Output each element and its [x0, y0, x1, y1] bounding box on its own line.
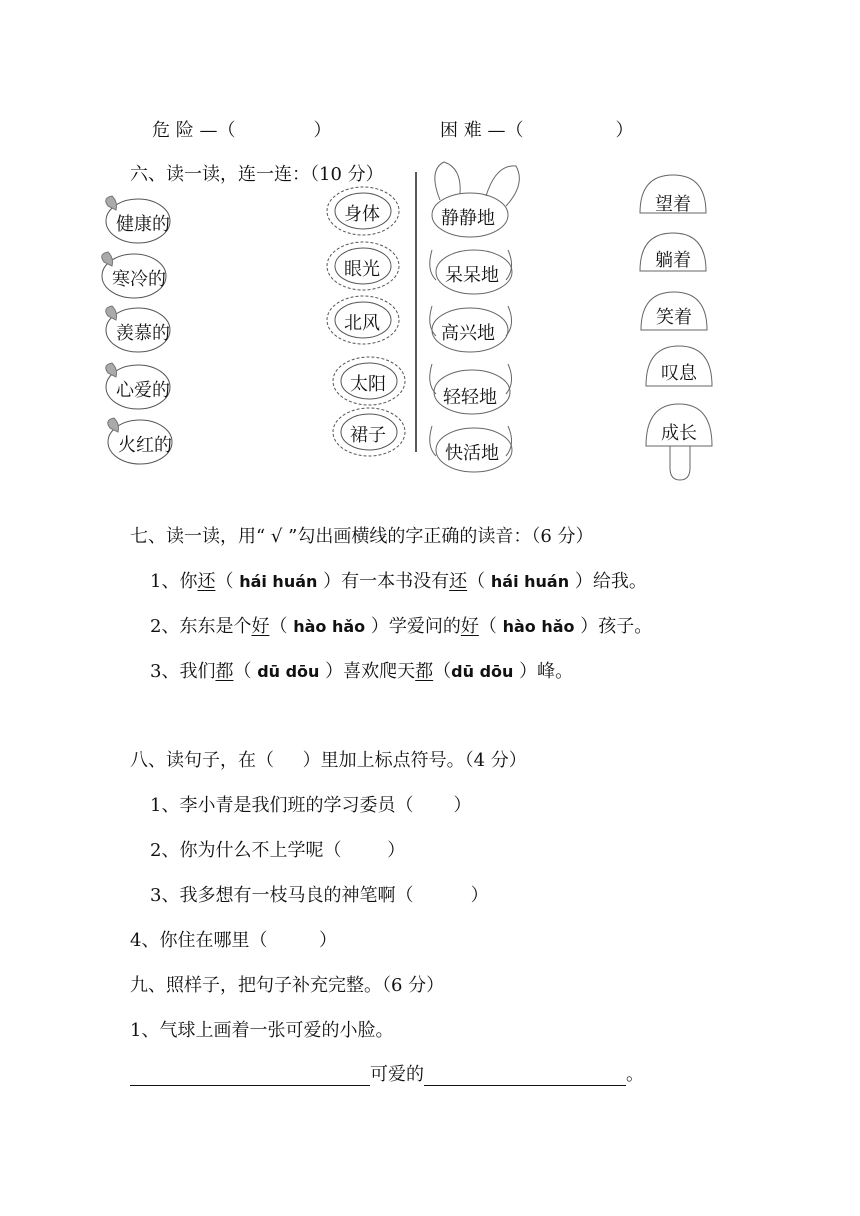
match-noun-word[interactable]: 眼光 [344, 259, 380, 280]
match-left-word[interactable]: 火红的 [118, 435, 172, 456]
antonym-label-difficulty: 困 难 —（ [440, 120, 524, 141]
match-adverb-word[interactable]: 高兴地 [441, 323, 495, 344]
underlined-char: 都 [215, 661, 234, 682]
fill-end-punct: 。 [626, 1064, 644, 1085]
punctuation-item-2[interactable]: 2、你为什么不上学呢（ ） [150, 840, 406, 861]
underlined-char: 好 [460, 616, 479, 637]
question-text: ）学爱问的 [365, 616, 461, 637]
fill-sentence [130, 1060, 644, 1086]
pinyin-options[interactable]: hào hǎo [502, 617, 575, 636]
punctuation-item-4[interactable]: 4、你住在哪里（ ） [130, 930, 337, 951]
match-verb-word[interactable]: 躺着 [655, 250, 691, 271]
match-adverb-word[interactable]: 快活地 [445, 443, 499, 464]
match-verb-word[interactable]: 叹息 [661, 363, 697, 384]
paren-open: （ [233, 661, 258, 682]
underlined-char: 还 [449, 571, 468, 592]
match-verb-word[interactable]: 望着 [655, 194, 691, 215]
paren-open: （ [478, 616, 503, 637]
paren-open: （ [467, 571, 491, 592]
pinyin-options[interactable]: hái huán [490, 572, 570, 591]
pinyin-question-3 [150, 657, 573, 683]
question-text: ）有一本书没有 [317, 571, 450, 592]
underlined-char: 都 [415, 661, 434, 682]
fill-blank-2[interactable] [424, 1063, 626, 1086]
question-text: 3、我们 [150, 661, 216, 682]
match-left-word[interactable]: 寒冷的 [112, 269, 166, 290]
section-8-title: 八、读句子，在（ ）里加上标点符号。（4 分） [130, 750, 527, 771]
pinyin-options[interactable]: dū dōu [257, 662, 320, 681]
match-left-word[interactable]: 羡慕的 [116, 323, 170, 344]
question-text: 1、你 [150, 571, 198, 592]
section-6-title: 六、读一读，连一连：（10 分） [130, 164, 384, 185]
question-text: 2、东东是个 [150, 616, 252, 637]
section-9-title: 九、照样子，把句子补充完整。（6 分） [130, 975, 445, 996]
question-text: ）喜欢爬天 [319, 661, 416, 682]
match-verb-word[interactable]: 笑着 [656, 307, 692, 328]
match-noun-word[interactable]: 身体 [344, 204, 380, 225]
match-verb-word[interactable]: 成长 [661, 423, 697, 444]
match-noun-word[interactable]: 裙子 [350, 425, 386, 446]
paren-open: （ [269, 616, 294, 637]
ear-right-icon [486, 166, 519, 206]
fill-middle-text: 可爱的 [370, 1064, 424, 1085]
pinyin-options[interactable]: dū dōu [451, 662, 514, 681]
underlined-char: 还 [197, 571, 216, 592]
paren-open: （ [215, 571, 240, 592]
pinyin-question-1 [150, 567, 647, 593]
matching-decorations [0, 0, 860, 500]
underlined-char: 好 [251, 616, 270, 637]
match-noun-word[interactable]: 北风 [344, 313, 380, 334]
example-sentence: 1、气球上画着一张可爱的小脸。 [130, 1020, 394, 1041]
match-adverb-word[interactable]: 呆呆地 [445, 265, 499, 286]
fill-blank-1[interactable] [130, 1063, 370, 1086]
question-text: ）峰。 [513, 661, 574, 682]
match-left-word[interactable]: 心爱的 [116, 380, 170, 401]
paren-close: ） [313, 120, 332, 141]
match-left-word[interactable]: 健康的 [116, 214, 170, 235]
pinyin-options[interactable]: hào hǎo [293, 617, 366, 636]
antonym-label-danger: 危 险 —（ [152, 120, 236, 141]
paren-close: ） [615, 120, 634, 141]
match-adverb-word[interactable]: 轻轻地 [443, 387, 497, 408]
pinyin-question-2 [150, 612, 652, 638]
mushroom-stem-icon [670, 446, 690, 480]
question-text: ）孩子。 [574, 616, 653, 637]
match-adverb-word[interactable]: 静静地 [441, 208, 495, 229]
pinyin-options[interactable]: hái huán [239, 572, 318, 591]
paren-open: （ [433, 661, 452, 682]
punctuation-item-3[interactable]: 3、我多想有一枝马良的神笔啊（ ） [150, 885, 489, 906]
question-text: ）给我。 [569, 571, 647, 592]
punctuation-item-1[interactable]: 1、李小青是我们班的学习委员（ ） [150, 795, 472, 816]
match-noun-word[interactable]: 太阳 [350, 374, 386, 395]
section-7-title: 七、读一读，用“ √ ”勾出画横线的字正确的读音：（6 分） [130, 526, 594, 547]
